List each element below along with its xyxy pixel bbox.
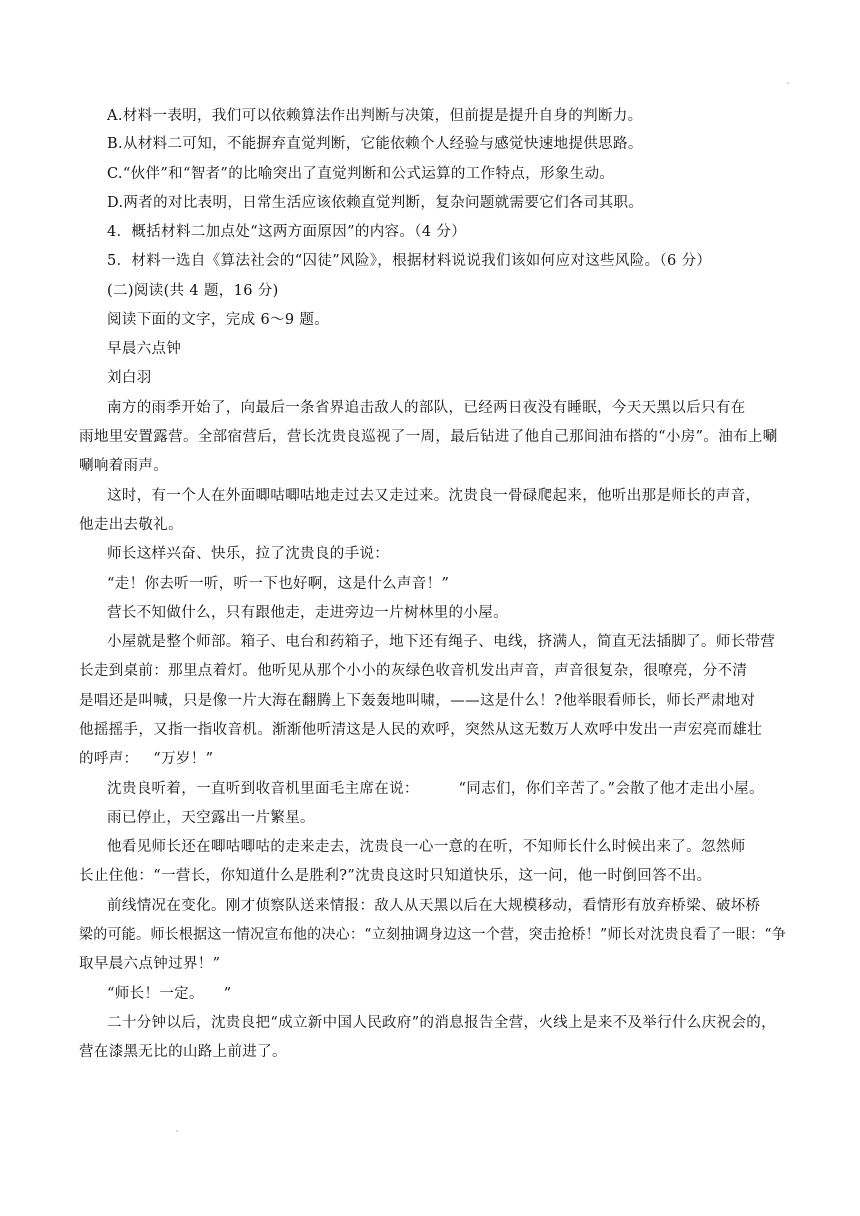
section-heading: (二)阅读(共 4 题，16 分) — [107, 283, 279, 299]
scan-speck — [787, 82, 789, 84]
option-d: D.两者的对比表明，日常生活应该依赖直觉判断，复杂问题就需要它们各司其职。 — [107, 195, 644, 211]
story-title: 早晨六点钟 — [107, 341, 182, 357]
dialogue-line: “师长！一定。 ” — [107, 986, 232, 1002]
paragraph-line: 他走出去敬礼。 — [79, 517, 183, 533]
paragraph-line: 他看见师长还在唧咕唧咕的走来走去，沈贵良一心一意的在听，不知师长什么时候出来了。忽然师 — [107, 839, 746, 855]
paragraph-line: 沈贵良听着，一直听到收音机里面毛主席在说： “同志们，你们辛苦了。”会散了他才走出小屋。 — [107, 781, 764, 797]
paragraph-line: 的呼声： “万岁！” — [79, 751, 214, 767]
paragraph-line: 唰响着雨声。 — [79, 458, 169, 474]
question-4: 4．概括材料二加点处“这两方面原因”的内容。（4 分） — [107, 224, 467, 240]
paragraph-line: 营在漆黑无比的山路上前进了。 — [79, 1044, 287, 1060]
option-b: B.从材料二可知，不能摒弃直觉判断，它能依赖个人经验与感觉快速地提供思路。 — [107, 136, 643, 152]
paragraph-line: 长走到桌前：那里点着灯。他听见从那个小小的灰绿色收音机发出声音，声音很复杂，很嘹亮，分不清 — [79, 663, 748, 679]
paragraph-line: 师长这样兴奋、快乐，拉了沈贵良的手说： — [107, 546, 390, 562]
paragraph-line: 营长不知做什么，只有跟他走，走进旁边一片树林里的小屋。 — [107, 605, 508, 621]
paragraph-line: 是唱还是叫喊，只是像一片大海在翻腾上下轰轰地叫啸，——这是什么！?他举眼看师长，师长严肃地对 — [79, 693, 756, 709]
scan-speck — [176, 1130, 178, 1132]
paragraph-line: 小屋就是整个师部。箱子、电台和药箱子，地下还有绳子、电线，挤满人，简直无法插脚了。师长带营 — [107, 634, 776, 650]
paragraph-line: 雨已停止，天空露出一片繁星。 — [107, 810, 315, 826]
paragraph-line: 南方的雨季开始了，向最后一条省界追击敌人的部队，已经两日夜没有睡眠，今天天黑以后只有在 — [107, 400, 746, 416]
paragraph-line: 梁的可能。师长根据这一情况宣布他的决心：“立刻抽调身边这一个营，突击抢桥！”师长对沈贵良看了一眼：“争 — [79, 927, 787, 943]
paragraph-line: 雨地里安置露营。全部宿营后，营长沈贵良巡视了一周，最后钻进了他自己那间油布搭的“小房”。油布上唰 — [79, 429, 778, 445]
paragraph-line: 长止住他：“一营长，你知道什么是胜利?”沈贵良这时只知道快乐，这一问，他一时倒回答不出。 — [79, 868, 712, 884]
option-a: A.材料一表明，我们可以依赖算法作出判断与决策，但前提是提升自身的判断力。 — [107, 108, 643, 124]
question-5: 5．材料一选自《算法社会的“囚徒”风险》，根据材料说说我们该如何应对这些风险。（6 分） — [107, 253, 712, 269]
dialogue-line: “走！你去听一听，听一下也好啊，这是什么声音！” — [107, 576, 450, 592]
paragraph-line: 前线情况在变化。刚才侦察队送来情报：敌人从天黑以后在大规模移动，看情形有放弃桥梁、破坏桥 — [107, 898, 761, 914]
option-c: C.“伙伴”和“智者”的比喻突出了直觉判断和公式运算的工作特点，形象生动。 — [107, 166, 615, 182]
paragraph-line: 取早晨六点钟过界！” — [79, 956, 221, 972]
paragraph-line: 他摇摇手，又指一指收音机。渐渐他听清这是人民的欢呼，突然从这无数万人欢呼中发出一声宏亮而雄壮 — [79, 722, 763, 738]
paragraph-line: 二十分钟以后，沈贵良把“成立新中国人民政府”的消息报告全营，火线上是来不及举行什么庆祝会的， — [107, 1015, 776, 1031]
story-author: 刘白羽 — [107, 370, 152, 386]
reading-instruction: 阅读下面的文字，完成 6～9 题。 — [107, 312, 330, 328]
paragraph-line: 这时，有一个人在外面唧咕唧咕地走过去又走过来。沈贵良一骨碌爬起来，他听出那是师长的声音， — [107, 488, 761, 504]
